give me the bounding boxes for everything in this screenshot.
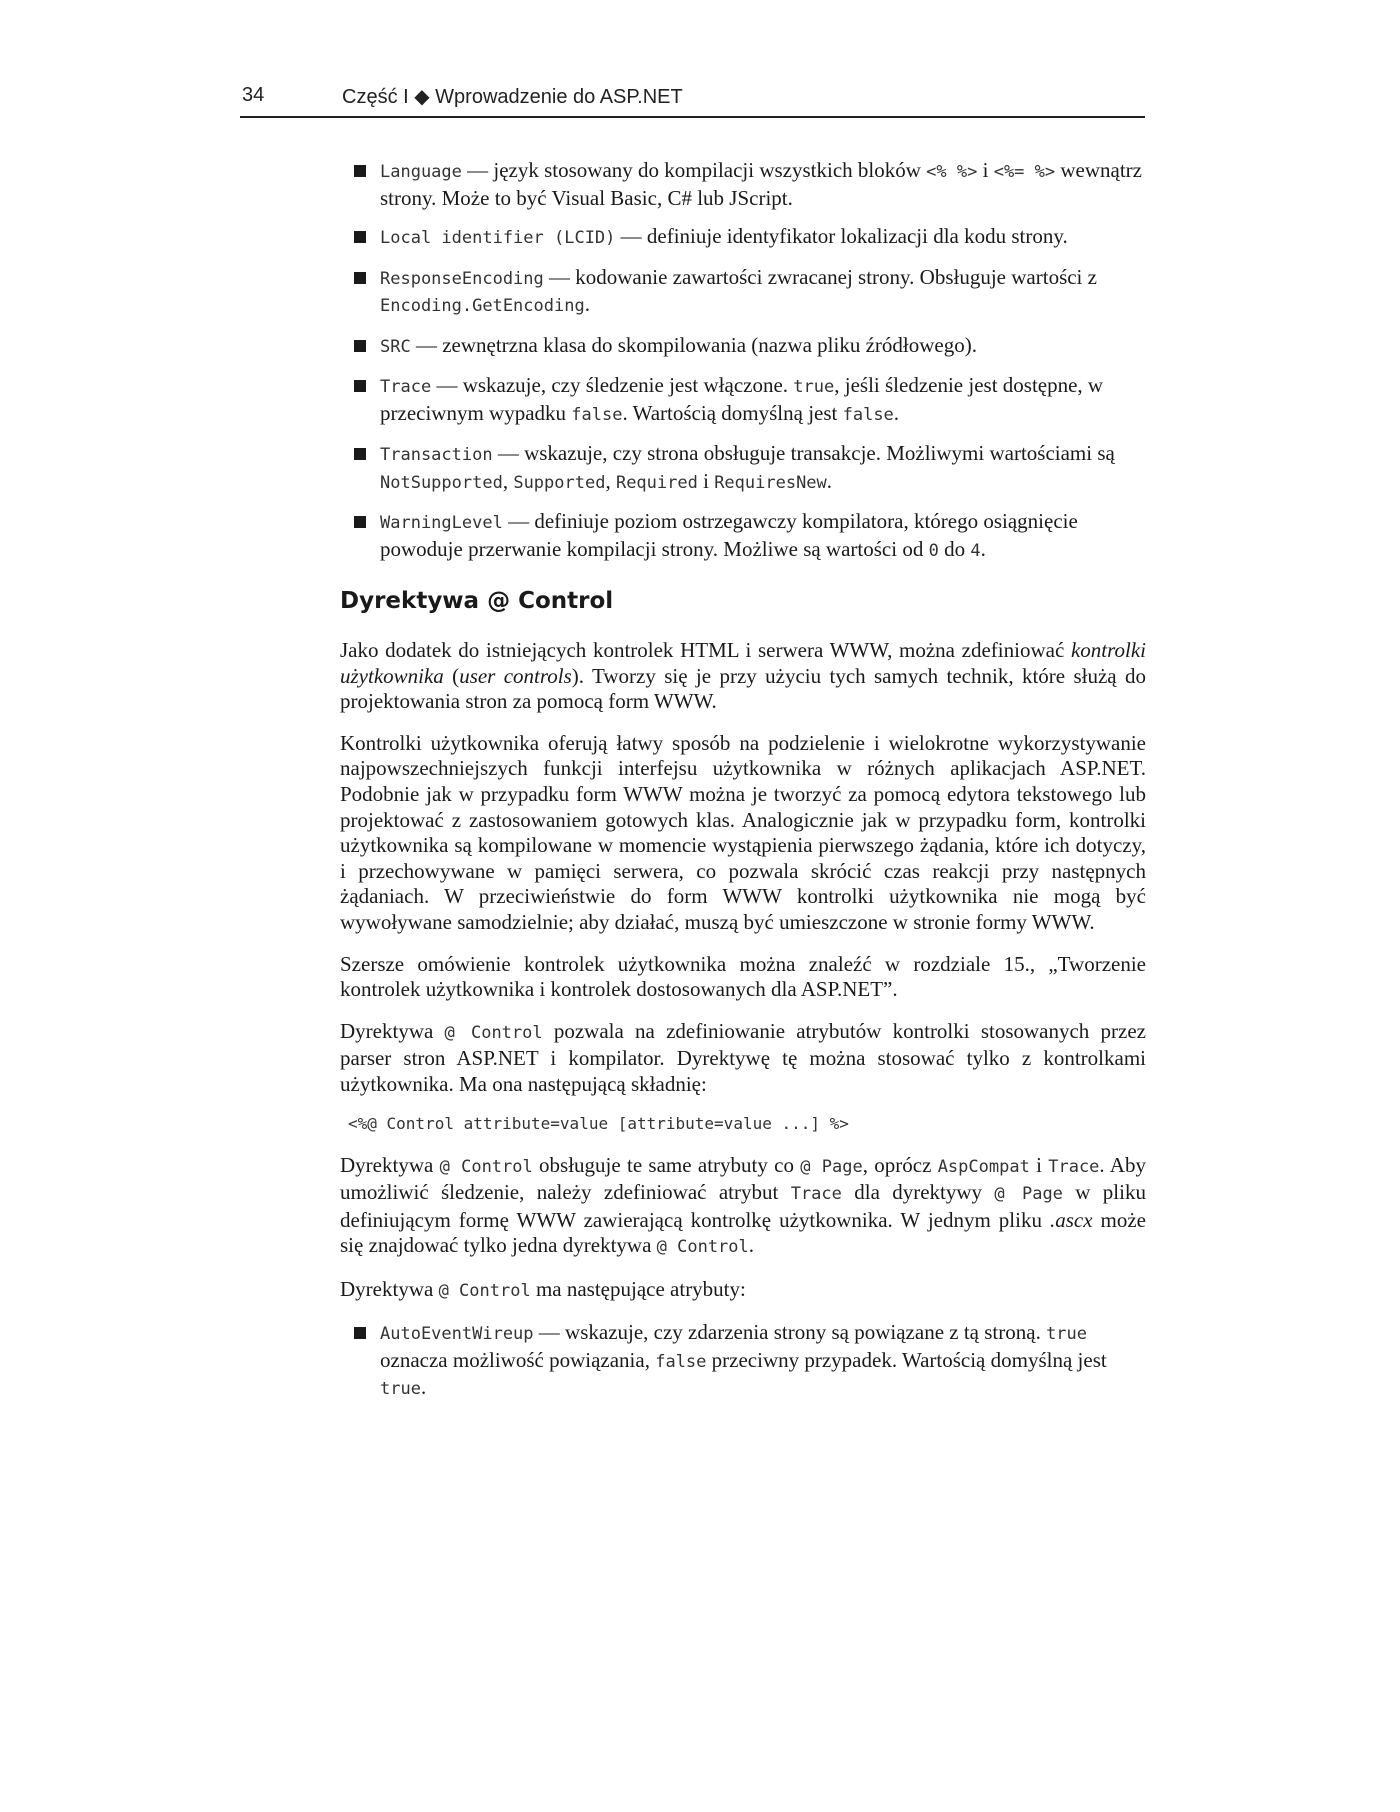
section-body bbox=[340, 638, 1146, 1403]
list-item: Local identifier (LCID) — definiuje identyfikator lokalizacji dla kodu strony. bbox=[340, 224, 1142, 252]
page-number: 34 bbox=[242, 84, 265, 106]
paragraph: Dyrektywa @ Control ma następujące atrybuty: bbox=[340, 1276, 746, 1301]
section-heading: Dyrektywa @ Control bbox=[340, 588, 614, 614]
paragraph: Dyrektywa @ Control pozwala na zdefiniowanie atrybutów kontrolki stosowanych przez parser stron ASP.NET i kompilator. Dyrektywę tę można stosować tylko z kontrolkami użytkownika. Ma ona następującą składnię: bbox=[340, 1018, 1146, 1096]
list-item: AutoEventWireup — wskazuje, czy zdarzenia strony są powiązane z tą stroną. true oznacza możliwość powiązania, false przeciwny przypadek. Wartością domyślną jest true. bbox=[340, 1320, 1146, 1403]
list-item: Language — język stosowany do kompilacji wszystkich bloków <% %> i <%= %> wewnątrz strony. Może to być Visual Basic, C# lub JScript. bbox=[340, 158, 1142, 211]
list-item: Transaction — wskazuje, czy strona obsługuje transakcje. Możliwymi wartościami są NotSupported, Supported, Required i RequiresNew. bbox=[340, 441, 1142, 496]
list-item: WarningLevel — definiuje poziom ostrzegawczy kompilatora, którego osiągnięcie powoduje przerwanie kompilacji strony. Możliwe są wartości od 0 do 4. bbox=[340, 509, 1142, 564]
running-header bbox=[240, 80, 1145, 118]
list-item: Trace — wskazuje, czy śledzenie jest włączone. true, jeśli śledzenie jest dostępne, w przeciwnym wypadku false. Wartością domyślną jest false. bbox=[340, 373, 1142, 428]
list-item: SRC — zewnętrzna klasa do skompilowania (nazwa pliku źródłowego). bbox=[340, 333, 1142, 361]
paragraph: Szersze omówienie kontrolek użytkownika można znaleźć w rozdziale 15., „Tworzenie kontrolek użytkownika i kontrolek dostosowanych dla ASP.NET”. bbox=[340, 951, 1146, 1002]
running-title: Część I ◆ Wprowadzenie do ASP.NET bbox=[342, 86, 683, 108]
paragraph: Dyrektywa @ Control obsługuje te same atrybuty co @ Page, oprócz AspCompat i Trace. Aby umożliwić śledzenie, należy zdefiniować atrybut Trace dla dyrektywy @ Page w pliku definiującym formę WWW zawierającą kontrolkę użytkownika. W jednym pliku .ascx może się znajdować tylko jedna dyrektywa @ Control. bbox=[340, 1152, 1146, 1258]
control-attribute-list bbox=[340, 1320, 1146, 1403]
paragraph: Jako dodatek do istniejących kontrolek HTML i serwera WWW, można zdefiniować kontrolki użytkownika (user controls). Tworzy się je przy użyciu tych samych technik, które służą do projektowania stron za pomocą form WWW. bbox=[340, 638, 1146, 714]
attribute-list-section bbox=[340, 158, 1142, 564]
list-item: ResponseEncoding — kodowanie zawartości zwracanej strony. Obsługuje wartości z Encoding.GetEncoding. bbox=[340, 265, 1142, 320]
paragraph: Kontrolki użytkownika oferują łatwy sposób na podzielenie i wielokrotne wykorzystywanie najpowszechniejszych funkcji interfejsu użytkownika w różnych aplikacjach ASP.NET. Podobnie jak w przypadku form WWW można je tworzyć za pomocą edytora tekstowego lub projektować z zastosowaniem gotowych klas. Analogicznie jak w przypadku form, kontrolki użytkownika są kompilowane w momencie wystąpienia pierwszego żądania, które ich dotyczy, i przechowywane w pamięci serwera, co pozwala skrócić czas reakcji przy następnych żądaniach. W przeciwieństwie do form WWW kontrolki użytkownika nie mogą być wywoływane samodzielnie; aby działać, muszą być umieszczone w stronie formy WWW. bbox=[340, 730, 1146, 934]
attribute-list bbox=[340, 158, 1142, 564]
code-syntax-line: <%@ Control attribute=value [attribute=value ...] %> bbox=[348, 1113, 849, 1133]
